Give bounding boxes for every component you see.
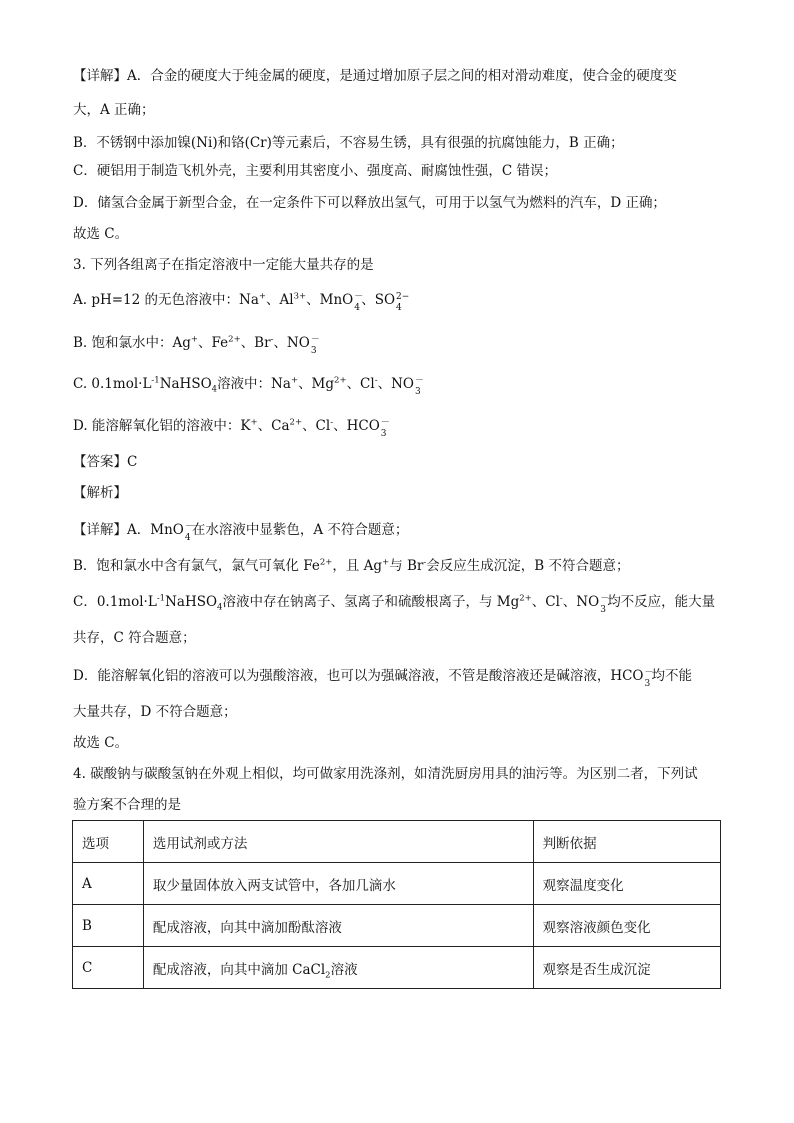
q3-answer: 【答案】C [73, 454, 138, 470]
table-header-row [73, 821, 721, 863]
q3-option-d: D. 能溶解氧化铝的溶液中：K+、$Ca^{2+}$、Cl-、HCO － 3 [73, 417, 390, 439]
q3-option-b: B. 饱和氯水中：Ag+、$Fe^{2+}$、Br-、NO － 3 [73, 334, 320, 356]
q2-explain-c: C．硬铝用于制造飞机外壳，主要利用其密度小、强度高、耐腐蚀性强，C 错误； [73, 163, 557, 179]
q3-option-a-prefix: A. pH=12 的无色溶液中：Na [73, 292, 259, 308]
q3-explain-d-prefix: D．能溶解氧化铝的溶液可以为强酸溶液，也可以为强碱溶液，不管是酸溶液还是碱溶液，HCO [73, 668, 644, 684]
q3-option-c-prefix: C. 0.1mol·L [73, 376, 152, 392]
q3-explain-b-tail3: 会反应生成沉淀，B 不符合题意； [426, 558, 630, 574]
table-cell: 观察是否生成沉淀 [533, 947, 720, 989]
table-cell: 配成溶液，向其中滴加 CaCl$_2$溶液 [143, 947, 533, 989]
q2-explain-b: B．不锈钢中添加镍(Ni)和铬(Cr)等元素后，不容易生锈，具有很强的抗腐蚀能力，B 正确； [73, 135, 624, 151]
q2-explain-d: D．储氢合金属于新型合金，在一定条件下可以释放出氢气，可用于以氢气为燃料的汽车，D 正确； [73, 195, 666, 211]
table-cell-text: 配成溶液，向其中滴加 CaCl [152, 961, 326, 978]
table-cell: 观察溶液颜色变化 [533, 905, 720, 947]
table-cell-tail: 溶液 [330, 961, 358, 978]
table-cell: C [73, 947, 144, 989]
q3-option-c: C. $0.1mol\cdot L^{-1}NaHSO_4$溶液中：Na+、$Mg^{2+}$、Cl-、NO － 3 [73, 375, 424, 397]
q2-explain-a-line1: 【详解】A．合金的硬度大于纯金属的硬度，是通过增加原子层之间的相对滑动难度，使合金的硬度变 [73, 68, 677, 84]
table-row [73, 947, 721, 989]
q3-explain-b-tail2: 与 Br [389, 558, 424, 574]
table-cell: 配成溶液，向其中滴加酚酞溶液 [143, 905, 533, 947]
q3-explain-a: 【详解】A．MnO － 4 在水溶液中显紫色，A 不符合题意； [73, 522, 409, 543]
q3-explain-c-tail: 均不反应，能大量 [607, 594, 716, 610]
q3-option-b-prefix: B. 饱和氯水中：Ag [73, 335, 191, 351]
q3-analysis-label: 【解析】 [73, 485, 127, 501]
q3-explain-d: D．能溶解氧化铝的溶液可以为强酸溶液，也可以为强碱溶液，不管是酸溶液还是碱溶液，HCO － 3 均不能 [73, 668, 692, 689]
q3-explain-b-tail: ，且 Ag [332, 558, 383, 574]
q3-explain-a-suffix: 在水溶液中显紫色，A 不符合题意； [191, 522, 409, 538]
table-row [73, 863, 721, 905]
q3-explain-c-mid2: 溶液中存在钠离子、氢离子和硫酸根离子，与 Mg [222, 594, 520, 610]
q4-stem-line2: 验方案不合理的是 [73, 797, 181, 813]
q2-choose: 故选 C。 [73, 226, 129, 242]
q3-explain-c-mid4: 、NO [562, 594, 600, 610]
q3-explain-c-prefix: C．0.1mol·L [73, 594, 157, 610]
q3-option-d-prefix: D. 能溶解氧化铝的溶液中：K [73, 418, 251, 434]
q3-explain-b: B．饱和氯水中含有氯气，氯气可氧化 $Fe^{2+}$，且 Ag+与 Br-会反应生成沉淀，B 不符合题意； [73, 557, 630, 574]
q3-explain-c-mid: NaHSO [165, 594, 218, 610]
q3-explain-c: C．$0.1mol\cdot L^{-1}NaHSO_4$溶液中存在钠离子、氢离子和硫酸根离子，与 $Mg^{2+}$、Cl-、NO － 3 均不反应，能大量 [73, 593, 716, 615]
table-cell: B [73, 905, 144, 947]
table-cell: 观察温度变化 [533, 863, 720, 905]
table-header-cell: 选用试剂或方法 [143, 821, 533, 863]
q3-explain-c-line2: 共存，C 符合题意； [73, 630, 196, 646]
q3-option-a: A. pH=12 的无色溶液中：Na+、$Al^{3+}$、MnO － 4 、SO 2− 4 [73, 291, 410, 313]
q3-explain-d-tail: 均不能 [651, 668, 692, 684]
q3-explain-b-text: B．饱和氯水中含有氯气，氯气可氧化 Fe [73, 558, 320, 574]
q4-stem-line1: 4. 碳酸钠与碳酸氢钠在外观上相似，均可做家用洗涤剂，如清洗厨房用具的油污等。为区别二者，下列试 [73, 766, 698, 782]
table-cell: 取少量固体放入两支试管中，各加几滴水 [143, 863, 533, 905]
q3-explain-a-prefix: 【详解】A．MnO [73, 522, 184, 538]
q3-stem: 3. 下列各组离子在指定溶液中一定能大量共存的是 [73, 257, 374, 273]
table-row [73, 905, 721, 947]
q4-options-table [72, 820, 721, 989]
q3-explain-d-line2: 大量共存，D 不符合题意； [73, 704, 237, 720]
table-cell: A [73, 863, 144, 905]
q3-choose: 故选 C。 [73, 735, 129, 751]
table-header-cell: 选项 [73, 821, 144, 863]
q2-explain-a-line2: 大，A 正确； [73, 102, 155, 118]
q3-explain-c-mid3: 、Cl [531, 594, 560, 610]
table-header-cell: 判断依据 [533, 821, 720, 863]
